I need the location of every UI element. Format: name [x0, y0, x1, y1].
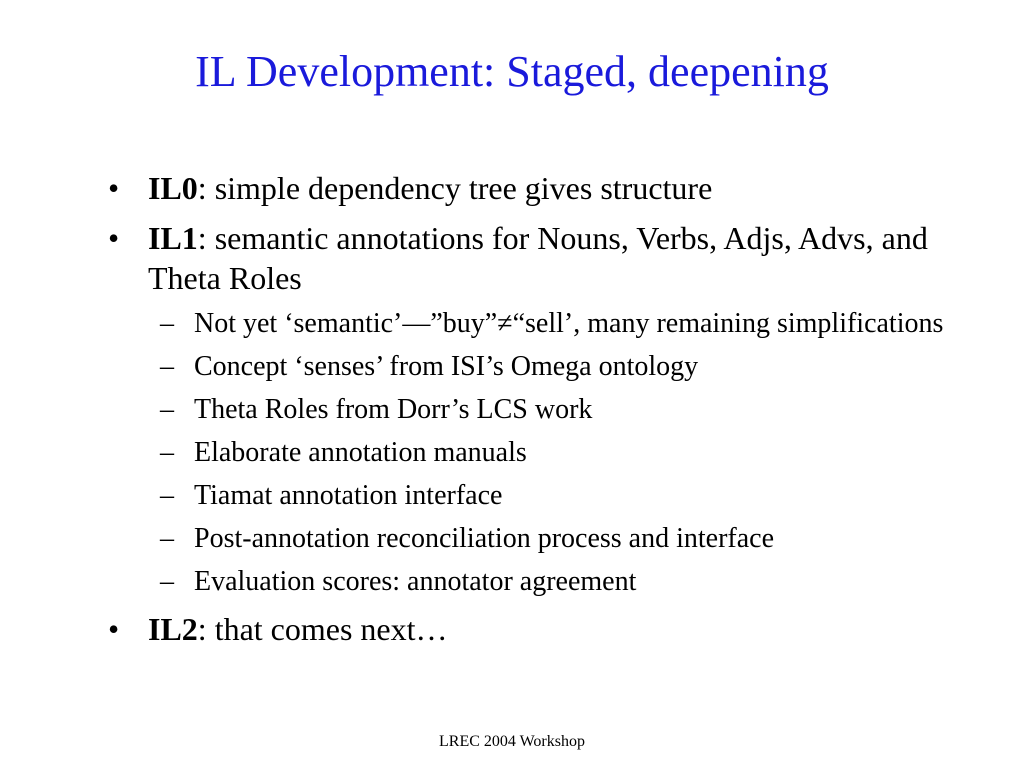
- bullet-term: IL2: [148, 611, 198, 647]
- dash-marker: –: [160, 480, 174, 511]
- dash-marker: –: [160, 523, 174, 554]
- sub-bullet-text: Elaborate annotation manuals: [194, 437, 527, 468]
- sub-bullet: [148, 522, 968, 556]
- bullet-il0: [108, 168, 968, 208]
- bullet-marker: •: [108, 220, 120, 256]
- sub-bullet: [148, 479, 968, 513]
- bullet-il1: [108, 218, 968, 599]
- bullet-text: : that comes next…: [197, 611, 448, 647]
- bullet-term: IL0: [148, 170, 198, 206]
- sub-bullet-text: Theta Roles from Dorr’s LCS work: [194, 394, 593, 425]
- sub-bullet: [148, 565, 968, 599]
- dash-marker: –: [160, 351, 174, 382]
- slide-title: IL Development: Staged, deepening: [195, 47, 829, 96]
- bullet-term: IL1: [148, 220, 198, 256]
- dash-marker: –: [160, 437, 174, 468]
- sub-bullet-text: Concept ‘senses’ from ISI’s Omega ontology: [194, 351, 699, 382]
- sub-bullet: [148, 393, 968, 427]
- bullet-il2: [108, 609, 968, 649]
- dash-marker: –: [160, 394, 174, 425]
- bullet-text: : semantic annotations for Nouns, Verbs, Adjs, Advs, and Theta Roles: [148, 220, 928, 296]
- sub-bullet-list: [148, 307, 968, 599]
- bullet-text: : simple dependency tree gives structure: [197, 170, 713, 206]
- slide-footer: LREC 2004 Workshop: [439, 733, 585, 750]
- sub-bullet-text: Evaluation scores: annotator agreement: [194, 566, 637, 597]
- sub-bullet: [148, 350, 968, 384]
- dash-marker: –: [160, 308, 174, 339]
- sub-bullet: [148, 436, 968, 470]
- bullet-list: [108, 168, 968, 649]
- sub-bullet-text: Tiamat annotation interface: [194, 480, 503, 511]
- sub-bullet-text: Not yet ‘semantic’—”buy”≠“sell’, many remaining simplifications: [194, 308, 944, 339]
- sub-bullet-text: Post-annotation reconciliation process and interface: [194, 523, 775, 554]
- bullet-marker: •: [108, 611, 120, 647]
- dash-marker: –: [160, 566, 174, 597]
- bullet-marker: •: [108, 170, 120, 206]
- sub-bullet: [148, 307, 968, 341]
